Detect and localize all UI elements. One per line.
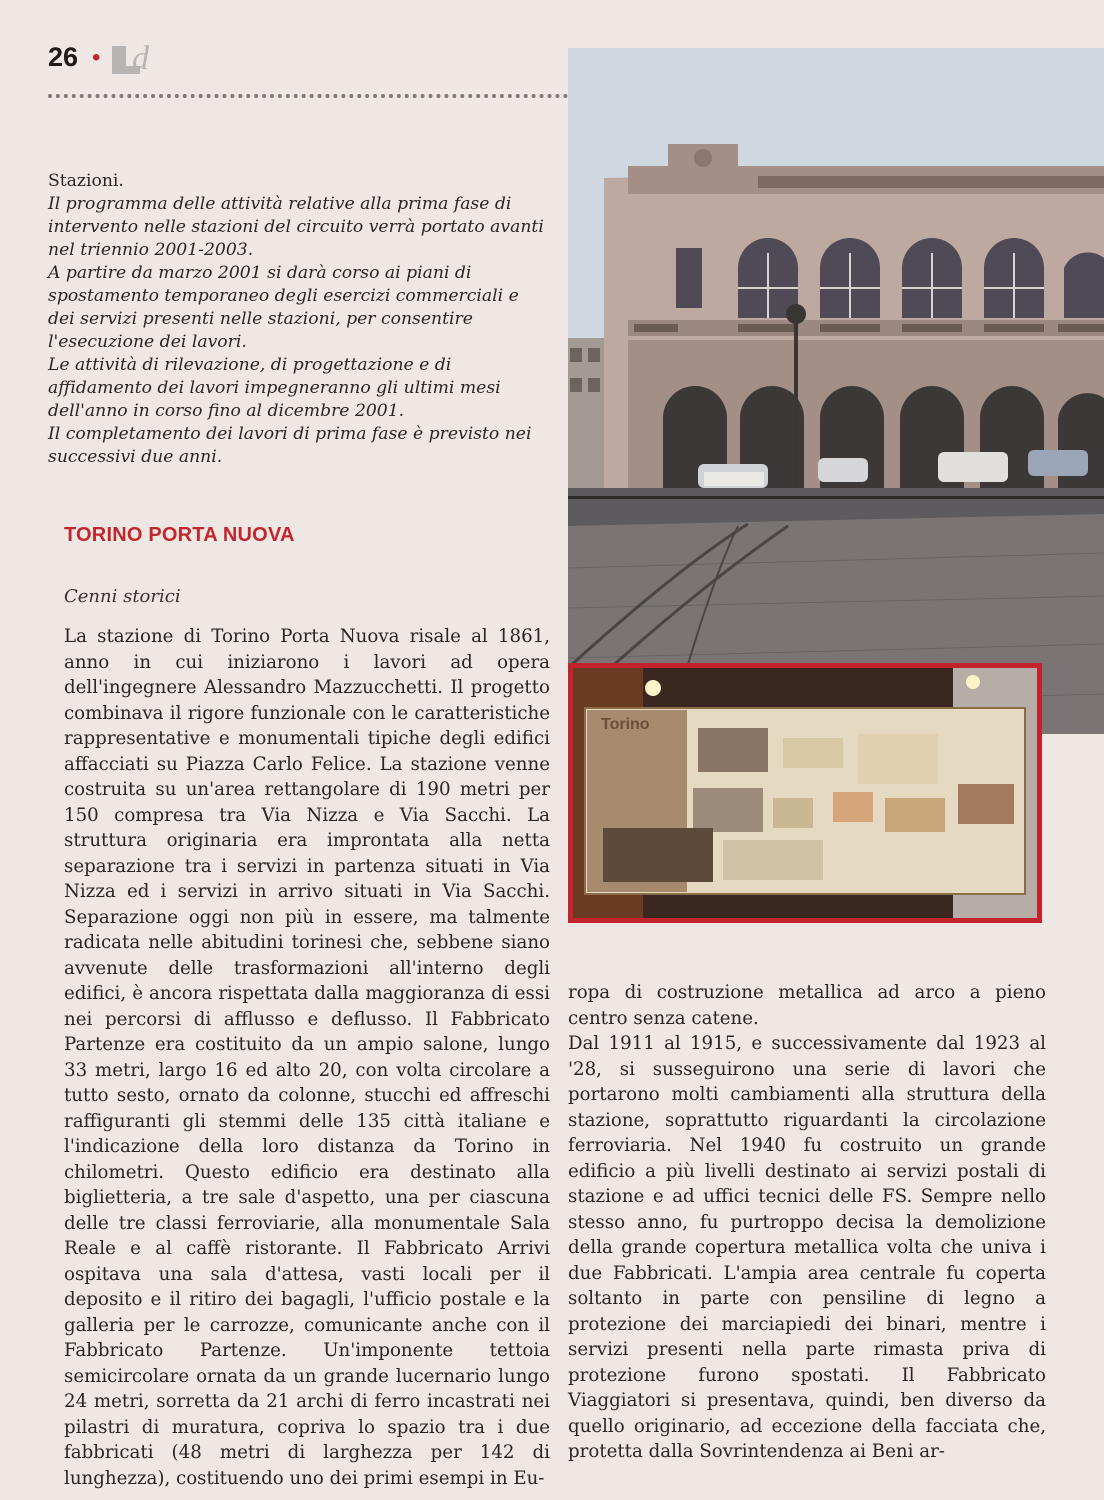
body-paragraph: Dal 1911 al 1915, e successivamente dal 1923 al '28, si susseguirono una serie di lavori che portarono molti cambiamenti alla struttura della stazione, soprattutto riguardanti la circolazione ferroviaria. Nel 1940 fu costruito un grande edificio a più livelli destinato ai servizi postali di stazione e ad uffici tecnici delle FS. Sempre nello stesso anno, fu purtroppo decisa la demolizione della grande copertura metallica volta che univa i due Fabbricati. L'ampia area centrale fu coperta soltanto in parte con pensiline di legno a protezione dei marciapiedi dei binari, mentre i servizi presenti nella parte rimasta priva di protezione furono spostati. Il Fabbricato Viaggiatori si presentava, quindi, ben diverso da quello originario, ad eccezione della facciata che, protetta dalla Sovrintendenza ai Beni ar- xyxy=(568,1033,1046,1462)
body-paragraph: ropa di costruzione metallica ad arco a pieno centro senza catene. xyxy=(568,982,1046,1029)
intro-lead: Stazioni. xyxy=(48,171,124,191)
intro-paragraph: Il completamento dei lavori di prima fase è previsto nei successivi due anni. xyxy=(48,424,532,467)
exhibition-panel-photo xyxy=(568,663,1042,923)
station-facade-photo xyxy=(568,48,1104,734)
header-bullet: • xyxy=(92,44,101,71)
ld-magazine-logo: d xyxy=(112,40,154,78)
body-column-right xyxy=(568,980,1046,1465)
intro-text xyxy=(48,170,550,469)
header-dotted-rule xyxy=(48,94,568,98)
inset-panel-title: Torino xyxy=(601,716,650,733)
section-title: TORINO PORTA NUOVA xyxy=(64,524,295,546)
page-number: 26 xyxy=(48,42,79,72)
intro-paragraph: A partire da marzo 2001 si darà corso ai piani di spostamento temporaneo degli esercizi commerciali e dei servizi presenti nelle stazioni, per consentire l'esecuzione dei lavori. xyxy=(48,263,519,352)
intro-paragraph: Il programma delle attività relative alla prima fase di intervento nelle stazioni del circuito verrà portato avanti nel triennio 2001-2003. xyxy=(48,194,544,260)
body-column-left xyxy=(64,624,550,1491)
section-subtitle: Cenni storici xyxy=(64,586,181,607)
body-paragraph: La stazione di Torino Porta Nuova risale al 1861, anno in cui iniziarono i lavori ad opera dell'ingegnere Alessandro Mazzucchetti. Il progetto combinava il rigore funzionale con le caratteristiche rappresentative e monumentali tipiche degli edifici affacciati su Piazza Carlo Felice. La stazione venne costruita su un'area rettangolare di 190 metri per 150 compresa tra Via Nizza e Via Sacchi. La struttura originaria era improntata alla netta separazione tra i servizi in partenza situati in Via Nizza ed i servizi in arrivo situati in Via Sacchi. Separazione oggi non più in essere, ma talmente radicata nelle abitudini torinesi che, sebbene siano avvenute delle trasformazioni all'interno degli edifici, è ancora rispettata dalla maggioranza di essi nei percorsi di afflusso e deflusso. Il Fabbricato Partenze era costituito da un ampio salone, lungo 33 metri, largo 16 ed alto 20, con volta circolare a tutto sesto, ornato da colonne, stucchi ed affreschi raffiguranti gli stemmi delle 135 città italiane e l'indicazione della loro distanza da Torino in chilometri. Questo edificio era destinato alla biglietteria, a tre sale d'aspetto, una per ciascuna delle tre classi ferroviarie, alla monumentale Sala Reale e al caffè ristorante. Il Fabbricato Arrivi ospitava una sala d'attesa, vasti locali per il deposito e il ritiro dei bagagli, l'ufficio postale e la galleria per le carrozze, comunicante anche con il Fabbricato Partenze. Un'imponente tettoia semicircolare ornata da un grande lucernario lungo 24 metri, sorretta da 21 archi di ferro incastrati nei pilastri di muratura, copriva lo spazio tra i due fabbricati (48 metri di larghezza per 142 di lunghezza), costituendo uno dei primi esempi in Eu- xyxy=(64,626,550,1489)
intro-paragraph: Le attività di rilevazione, di progettazione e di affidamento dei lavori impegneranno gli ultimi mesi dell'anno in corso fino al dicembre 2001. xyxy=(48,355,501,421)
